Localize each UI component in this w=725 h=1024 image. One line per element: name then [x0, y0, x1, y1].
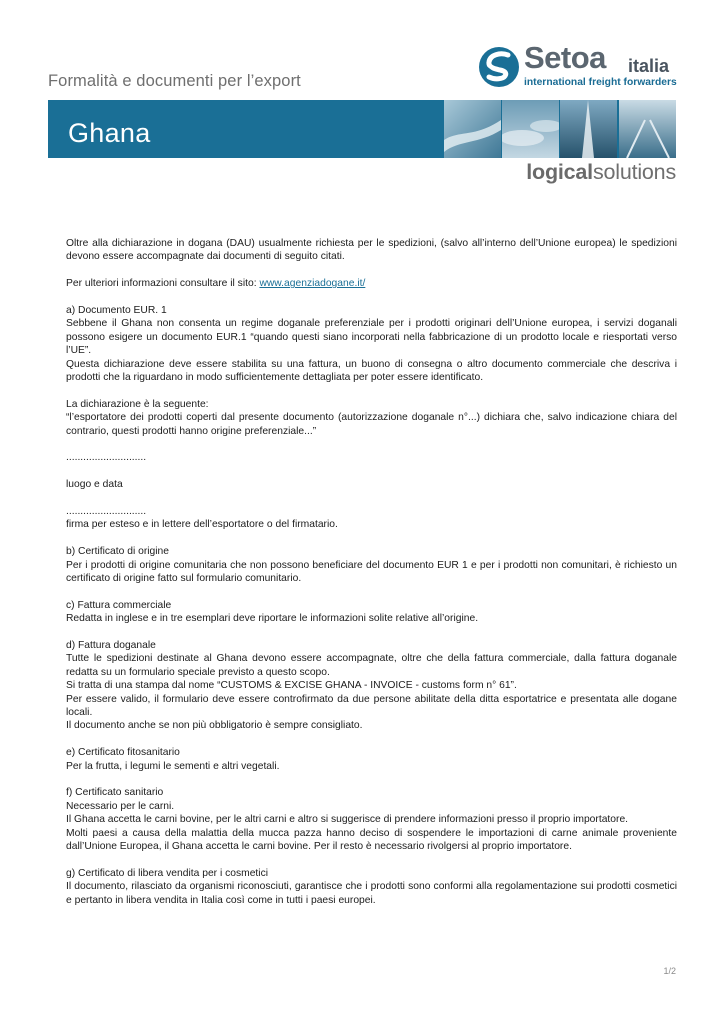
page-number: 1/2: [663, 966, 676, 976]
document-subtitle: Formalità e documenti per l’export: [48, 72, 301, 90]
declaration-text: “l’esportatore dei prodotti coperti dal presente documento (autorizzazione doganale n°...) dichiara che, salvo indicazione chiara del contrario, questi prodotti hanno origine preferenziale...”: [66, 412, 677, 437]
section-e-heading: e) Certificato fitosanitario: [66, 747, 180, 759]
section-d-text-2: Si tratta di una stampa dal nome “CUSTOMS & EXCISE GHANA - INVOICE - customs form n° 61”.: [66, 680, 517, 692]
dotted-line-1: ............................: [66, 452, 147, 464]
dotted-line-2: ............................: [66, 506, 147, 518]
signature-label: firma per esteso e in lettere dell’esportatore o del firmatario.: [66, 519, 338, 531]
title-banner: [48, 100, 676, 158]
section-a-text-1: Sebbene il Ghana non consenta un regime doganale preferenziale per i prodotti originari dell’Unione europea, i servizi doganali possono esigere un documento EUR.1 “quando questi siano incorporati nella fabbricazione di un prodotto locale e riesportati verso l’UE”.: [66, 318, 677, 357]
place-date-label: luogo e data: [66, 479, 123, 491]
section-d: [66, 639, 677, 733]
logo-name: Setoa: [524, 40, 606, 75]
slogan-bold: logical: [526, 160, 593, 184]
section-a: [66, 304, 677, 384]
section-f-text-3: Molti paesi a causa della malattia della mucca pazza hanno deciso di sospendere le importazioni di carne animale proveniente dall’Unione Europea, il Ghana accetta le carni bovine. Per il resto è necessario rivolgersi al proprio importatore.: [66, 827, 677, 853]
declaration-block: [66, 398, 677, 438]
setoa-logo: [478, 40, 678, 94]
road-photo: [560, 100, 617, 158]
slogan: [526, 160, 676, 185]
section-g-text: Il documento, rilasciato da organismi riconosciuti, garantisce che i prodotti sono conformi alla regolamentazione sui prodotti cosmetici e pertanto in libera vendita in Italia così come in tutti i paesi europei.: [66, 881, 677, 906]
section-g: [66, 867, 677, 907]
declaration-heading: La dichiarazione è la seguente:: [66, 398, 209, 410]
banner-photo-strip: [444, 100, 676, 158]
section-f-heading: f) Certificato sanitario: [66, 787, 164, 799]
section-c: [66, 599, 677, 626]
section-g-heading: g) Certificato di libera vendita per i cosmetici: [66, 867, 269, 879]
section-c-heading: c) Fattura commerciale: [66, 599, 172, 611]
intro-paragraph: Oltre alla dichiarazione in dogana (DAU) usualmente richiesta per le spedizioni, (salvo all’interno dell’Unione europea) le spedizioni devono essere accompagnate dai documenti di seguito citati.: [66, 238, 677, 263]
section-a-heading: a) Documento EUR. 1: [66, 305, 167, 316]
document-body: [66, 237, 677, 921]
agenzia-dogane-link[interactable]: www.agenziadogane.it/: [259, 278, 366, 290]
slogan-rest: solutions: [592, 160, 676, 184]
section-e: [66, 746, 677, 773]
section-e-text: Per la frutta, i legumi le sementi e altri vegetali.: [66, 760, 280, 772]
country-title: Ghana: [68, 118, 151, 148]
section-d-text-3: Per essere valido, il formulario deve essere controfirmato da due persone abilitate della ditta esportatrice e presentata alle dogane locali.: [66, 693, 677, 719]
railway-photo: [619, 100, 676, 158]
section-d-heading: d) Fattura doganale: [66, 640, 156, 652]
section-f: [66, 786, 677, 853]
section-a-text-2: Questa dichiarazione deve essere stabilita su una fattura, un buono di consegna o altro documento commerciale che descriva i prodotti che la riguardano in modo sufficientemente dettagliata per poter essere identificato.: [66, 358, 677, 384]
sea-wake-photo: [444, 100, 501, 158]
section-c-text: Redatta in inglese e in tre esemplari deve riportare le informazioni solite relative all’origine.: [66, 613, 479, 625]
section-f-text-2: Il Ghana accetta le carni bovine, per le altri carni e altro si suggerisce di prendere informazioni presso il proprio importatore.: [66, 814, 629, 826]
logo-country: italia: [628, 56, 670, 76]
section-b-text: Per i prodotti di origine comunitaria che non possono beneficiare del documento EUR 1 e per i prodotti non comunitari, è richiesto un certificato di origine fatto sul formulario comunitario.: [66, 559, 677, 585]
logo-tagline: international freight forwarders: [524, 77, 677, 88]
sky-clouds-photo: [502, 100, 559, 158]
setoa-logo-icon: [478, 46, 520, 88]
section-b-heading: b) Certificato di origine: [66, 546, 170, 558]
info-paragraph: [66, 277, 677, 290]
section-f-text-1: Necessario per le carni.: [66, 800, 175, 812]
section-d-text-1: Tutte le spedizioni destinate al Ghana devono essere accompagnate, oltre che della fattura commerciale, dalla fattura doganale redatta su un formulario speciale previsto a questo scopo.: [66, 653, 677, 678]
section-d-text-4: Il documento anche se non più obbligatorio è sempre consigliato.: [66, 720, 363, 732]
section-b: [66, 545, 677, 585]
info-text: Per ulteriori informazioni consultare il sito:: [66, 278, 260, 290]
